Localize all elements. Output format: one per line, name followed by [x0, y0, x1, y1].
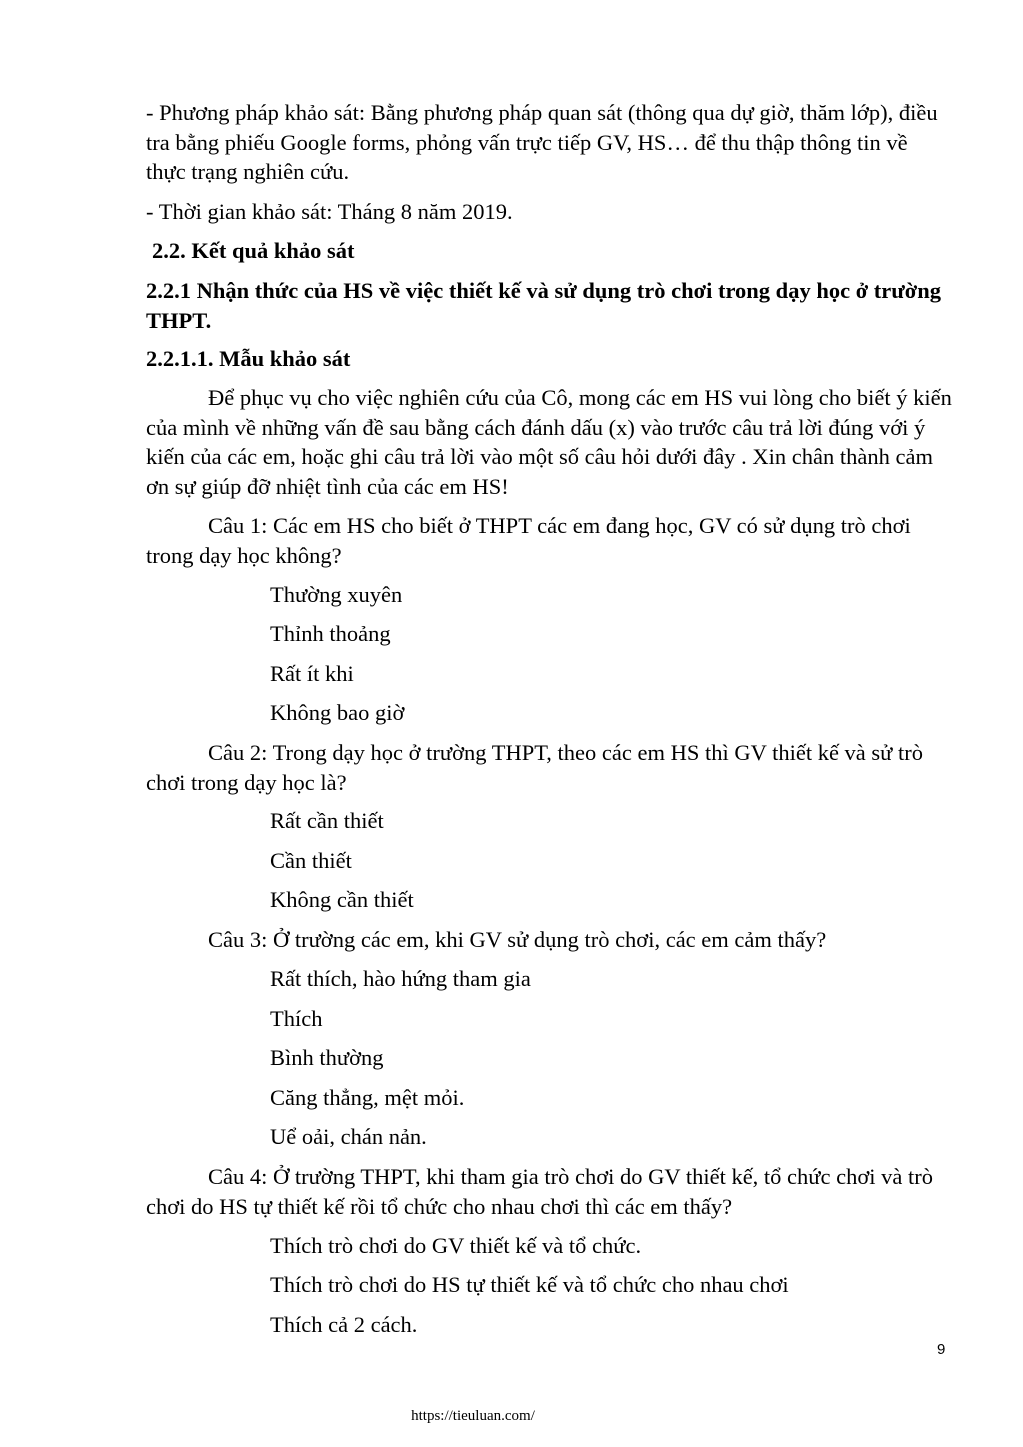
page-number: 9: [937, 1341, 946, 1358]
q1-option: Thỉnh thoảng: [270, 621, 391, 646]
heading-2-2: 2.2. Kết quả khảo sát: [152, 238, 355, 263]
q2-option: Không cần thiết: [270, 887, 414, 912]
question-1: Câu 1: Các em HS cho biết ở THPT các em đang học, GV có sử dụng trò chơi trong dạy học không?: [146, 513, 911, 568]
q3-option: Thích: [270, 1006, 323, 1031]
time-paragraph: - Thời gian khảo sát: Tháng 8 năm 2019.: [146, 199, 513, 224]
q3-option: Rất thích, hào hứng tham gia: [270, 966, 531, 991]
q2-option: Rất cần thiết: [270, 808, 384, 833]
footer-url[interactable]: https://tieuluan.com/: [411, 1408, 535, 1424]
q4-option: Thích trò chơi do HS tự thiết kế và tổ chức cho nhau chơi: [270, 1272, 789, 1297]
intro-paragraph: Để phục vụ cho việc nghiên cứu của Cô, mong các em HS vui lòng cho biết ý kiến của mình về những vấn đề sau bằng cách đánh dấu (x) vào trước câu trả lời đúng với ý kiến của các em, hoặc ghi câu trả lời vào một số câu hỏi dưới đây . Xin chân thành cảm ơn sự giúp đỡ nhiệt tình của các em HS!: [146, 385, 952, 499]
heading-2-2-1-1: 2.2.1.1. Mẫu khảo sát: [146, 346, 351, 371]
q1-option: Không bao giờ: [270, 700, 405, 725]
heading-2-2-1: 2.2.1 Nhận thức của HS về việc thiết kế và sử dụng trò chơi trong dạy học ở trường THPT.: [146, 278, 941, 333]
question-4: Câu 4: Ở trường THPT, khi tham gia trò chơi do GV thiết kế, tổ chức chơi và trò chơi do HS tự thiết kế rồi tổ chức cho nhau chơi thì các em thấy?: [146, 1164, 933, 1219]
q4-option: Thích cả 2 cách.: [270, 1312, 418, 1337]
q1-option: Rất ít khi: [270, 661, 354, 686]
q3-option: Uể oải, chán nản.: [270, 1124, 427, 1149]
q3-option: Bình thường: [270, 1045, 384, 1070]
q4-option: Thích trò chơi do GV thiết kế và tổ chức.: [270, 1233, 642, 1258]
q2-option: Cần thiết: [270, 848, 352, 873]
method-paragraph: - Phương pháp khảo sát: Bằng phương pháp quan sát (thông qua dự giờ, thăm lớp), điều tra bằng phiếu Google forms, phỏng vấn trực tiếp GV, HS… để thu thập thông tin về thực trạng nghiên cứu.: [146, 100, 938, 184]
q3-option: Căng thẳng, mệt mỏi.: [270, 1085, 465, 1110]
q1-option: Thường xuyên: [270, 582, 403, 607]
question-2: Câu 2: Trong dạy học ở trường THPT, theo các em HS thì GV thiết kế và sử trò chơi trong dạy học là?: [146, 740, 923, 795]
question-3: Câu 3: Ở trường các em, khi GV sử dụng trò chơi, các em cảm thấy?: [208, 927, 827, 952]
